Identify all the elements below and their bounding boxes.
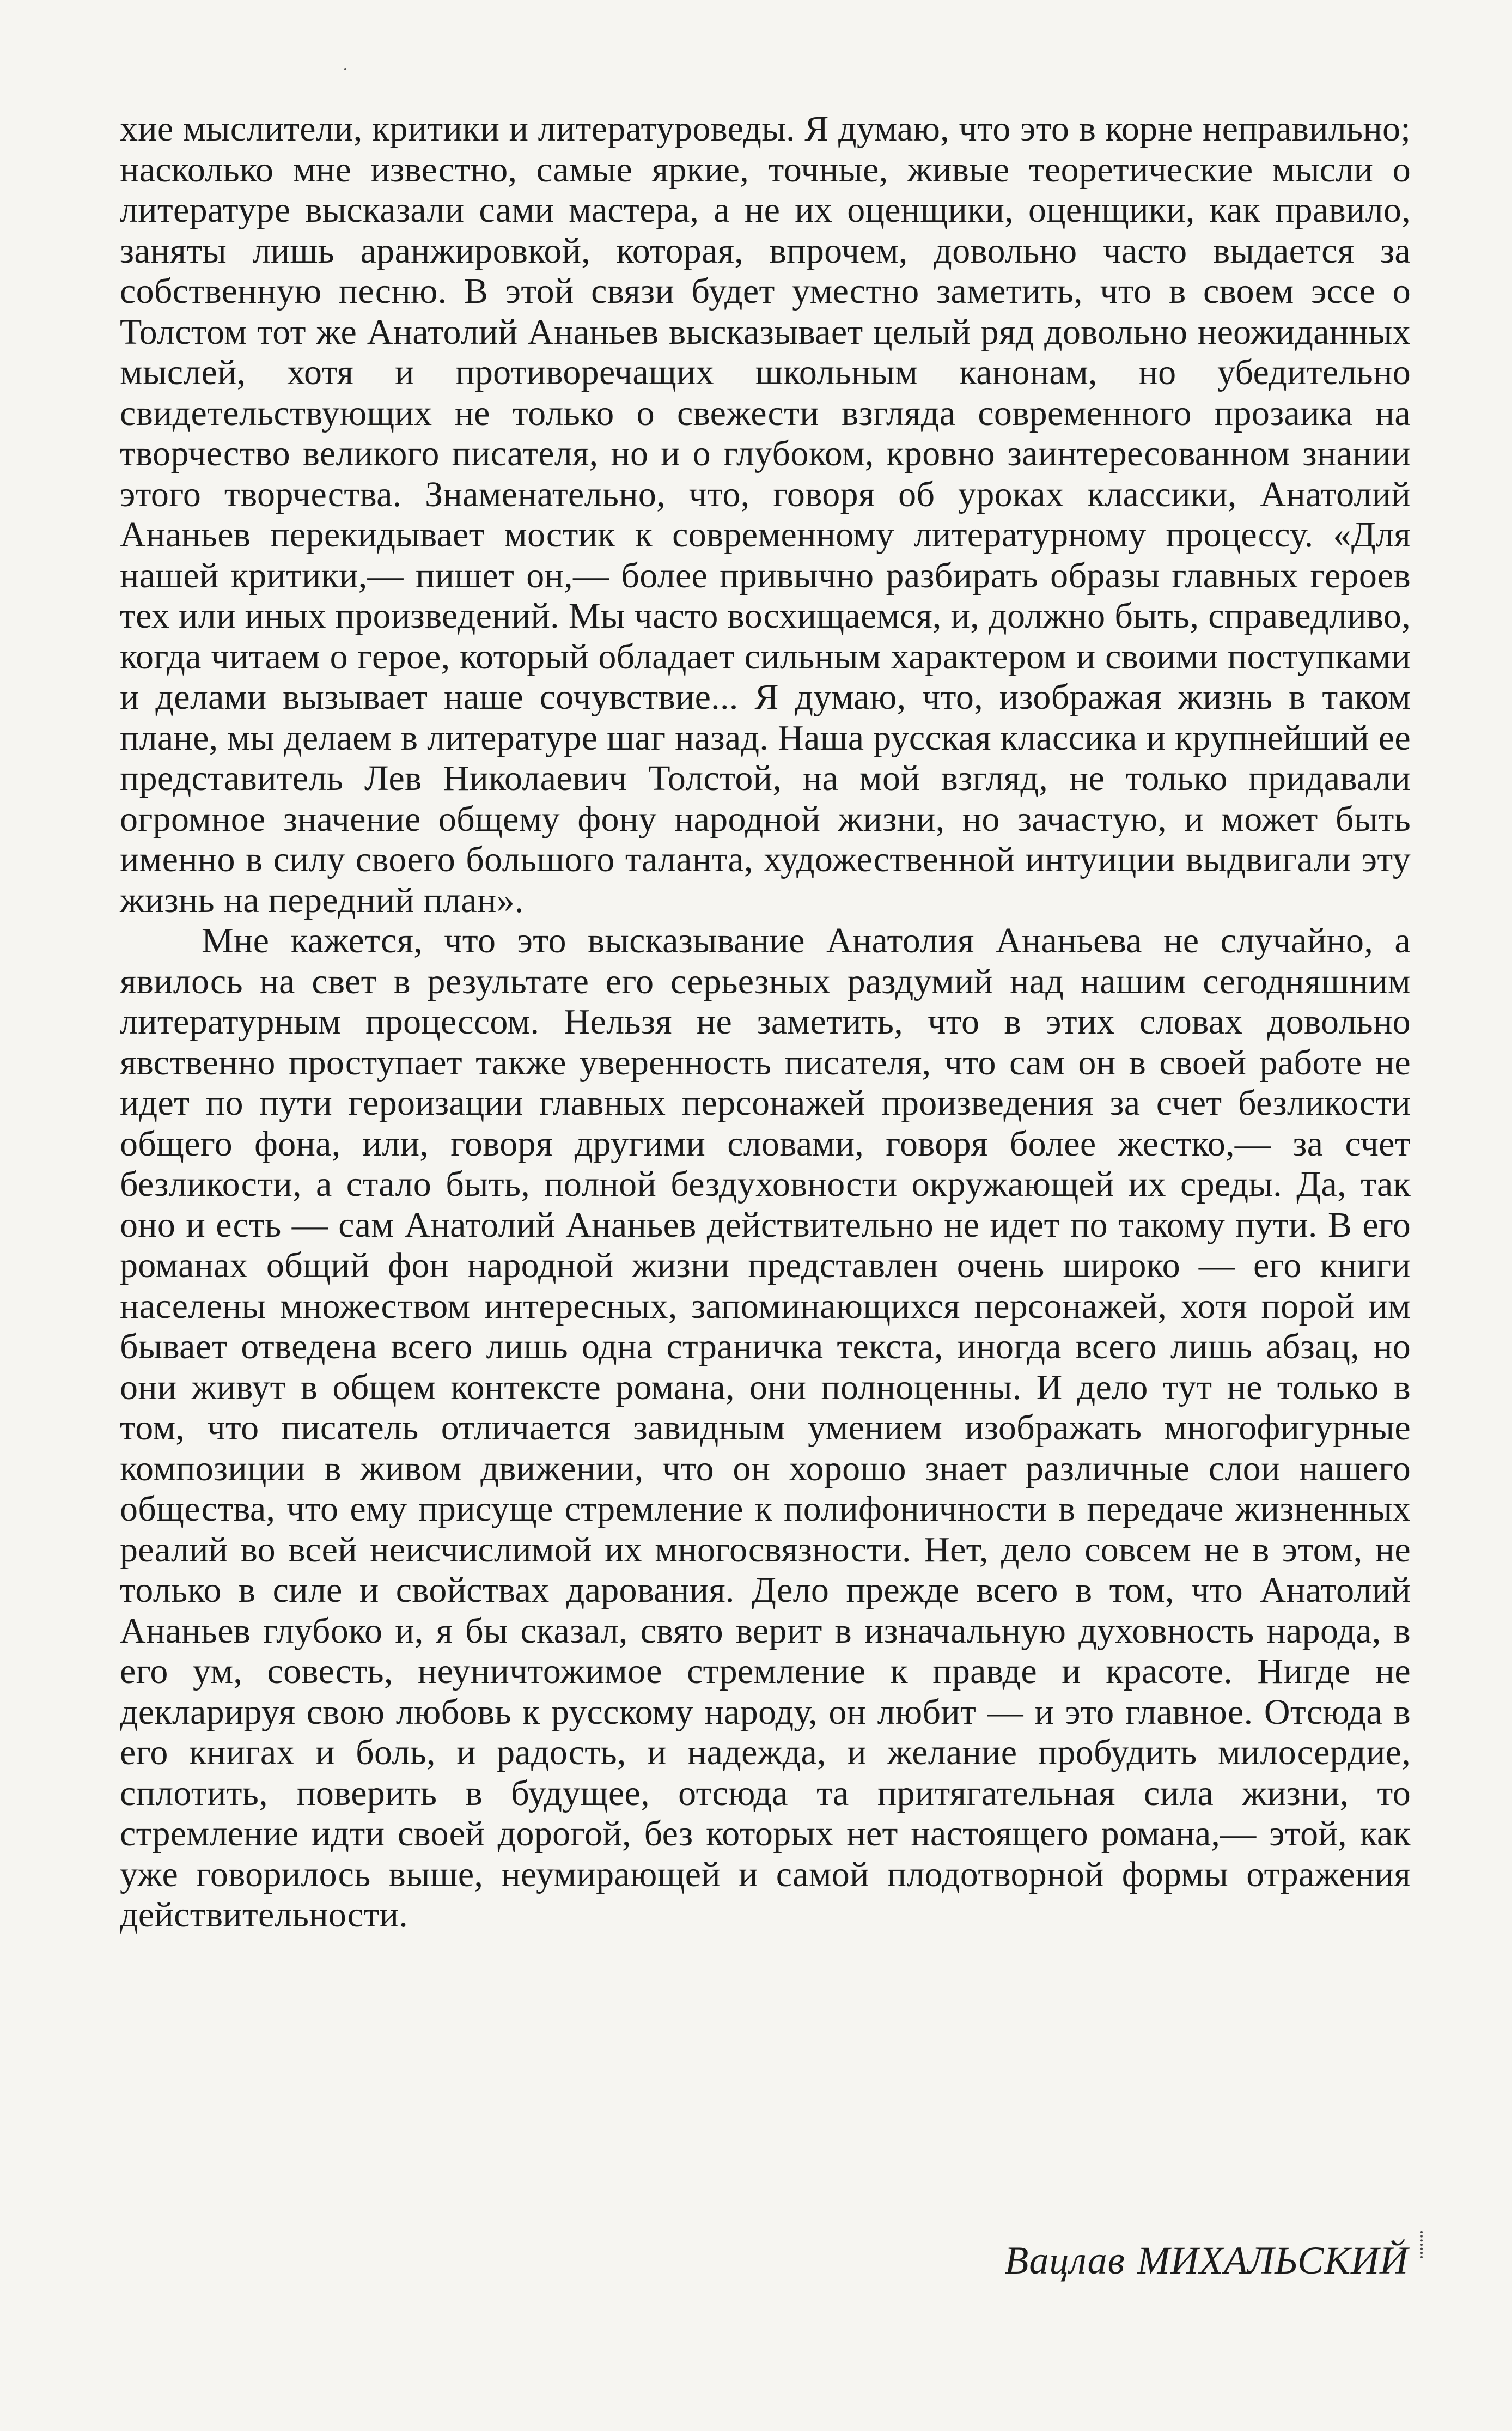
article-text xyxy=(120,109,1411,1936)
author-first-name: Вацлав xyxy=(1004,2239,1125,2282)
paragraph-1: хие мыслители, критики и литературоведы. Я думаю, что это в корне неправильно; насколько мне известно, самые яркие, точные, живые теоретические мысли о литературе высказали сами мастера, а не их оценщики, оценщики, как правило, заняты лишь аранжировкой, которая, впрочем, довольно часто выдается за собственную песню. В этой связи будет уместно заметить, что в своем эссе о Толстом тот же Анатолий Ананьев высказывает целый ряд довольно неожиданных мыслей, хотя и противоречащих школьным канонам, но убедительно свидетельствующих не только о свежести взгляда современного прозаика на творчество великого писателя, но и о глубоком, кровно заинтересованном знании этого творчества. Знаменательно, что, говоря об уроках классики, Анатолий Ананьев перекидывает мостик к современному литературному процессу. «Для нашей критики,— пишет он,— более привычно разбирать образы главных героев тех или иных произведений. Мы часто восхищаемся, и, должно быть, справедливо, когда читаем о герое, который обладает сильным характером и своими поступками и делами вызывает наше сочувствие... Я думаю, что, изображая жизнь в таком плане, мы делаем в литературе шаг назад. Наша русская классика и крупнейший ее представитель Лев Николаевич Толстой, на мой взгляд, не только придавали огромное значение общему фону народной жизни, но зачастую, и может быть именно в силу своего большого таланта, художественной интуиции выдвигали эту жизнь на передний план». xyxy=(120,109,1411,920)
author-last-name: МИХАЛЬСКИЙ xyxy=(1137,2239,1409,2282)
paragraph-2: Мне кажется, что это высказывание Анатолия Ананьева не случайно, а явилось на свет в результате его серьезных раздумий над нашим сегодняшним литературным процессом. Нельзя не заметить, что в этих словах довольно явственно проступает также уверенность писателя, что сам он в своей работе не идет по пути героизации главных персонажей произведения за счет безликости общего фона, или, говоря другими словами, говоря более жестко,— за счет безликости, а стало быть, полной бездуховности окружающей их среды. Да, так оно и есть — сам Анатолий Ананьев действительно не идет по такому пути. В его романах общий фон народной жизни представлен очень широко — его книги населены множеством интересных, запоминающихся персонажей, хотя порой им бывает отведена всего лишь одна страничка текста, иногда всего лишь абзац, но они живут в общем контексте романа, они полноценны. И дело тут не только в том, что писатель отличается завидным умением изображать многофигурные композиции в живом движении, что он хорошо знает различные слои нашего общества, что ему присуще стремление к полифоничности в передаче жизненных реалий во всей неисчислимой их многосвязности. Нет, дело совсем не в этом, не только в силе и свойствах дарования. Дело прежде всего в том, что Анатолий Ананьев глубоко и, я бы сказал, свято верит в изначальную духовность народа, в его ум, совесть, неуничтожимое стремление к правде и красоте. Нигде не декларируя свою любовь к русскому народу, он любит — и это главное. Отсюда в его книгах и боль, и радость, и надежда, и желание пробудить милосердие, сплотить, поверить в будущее, отсюда та притягательная сила жизни, то стремление идти своей дорогой, без которых нет настоящего романа,— этой, как уже говорилось выше, неумирающей и самой плодотворной формы отражения действительности. xyxy=(120,921,1411,1935)
author-signature xyxy=(1004,2238,1409,2283)
print-speck xyxy=(344,68,346,70)
margin-mark xyxy=(1420,2231,1425,2258)
